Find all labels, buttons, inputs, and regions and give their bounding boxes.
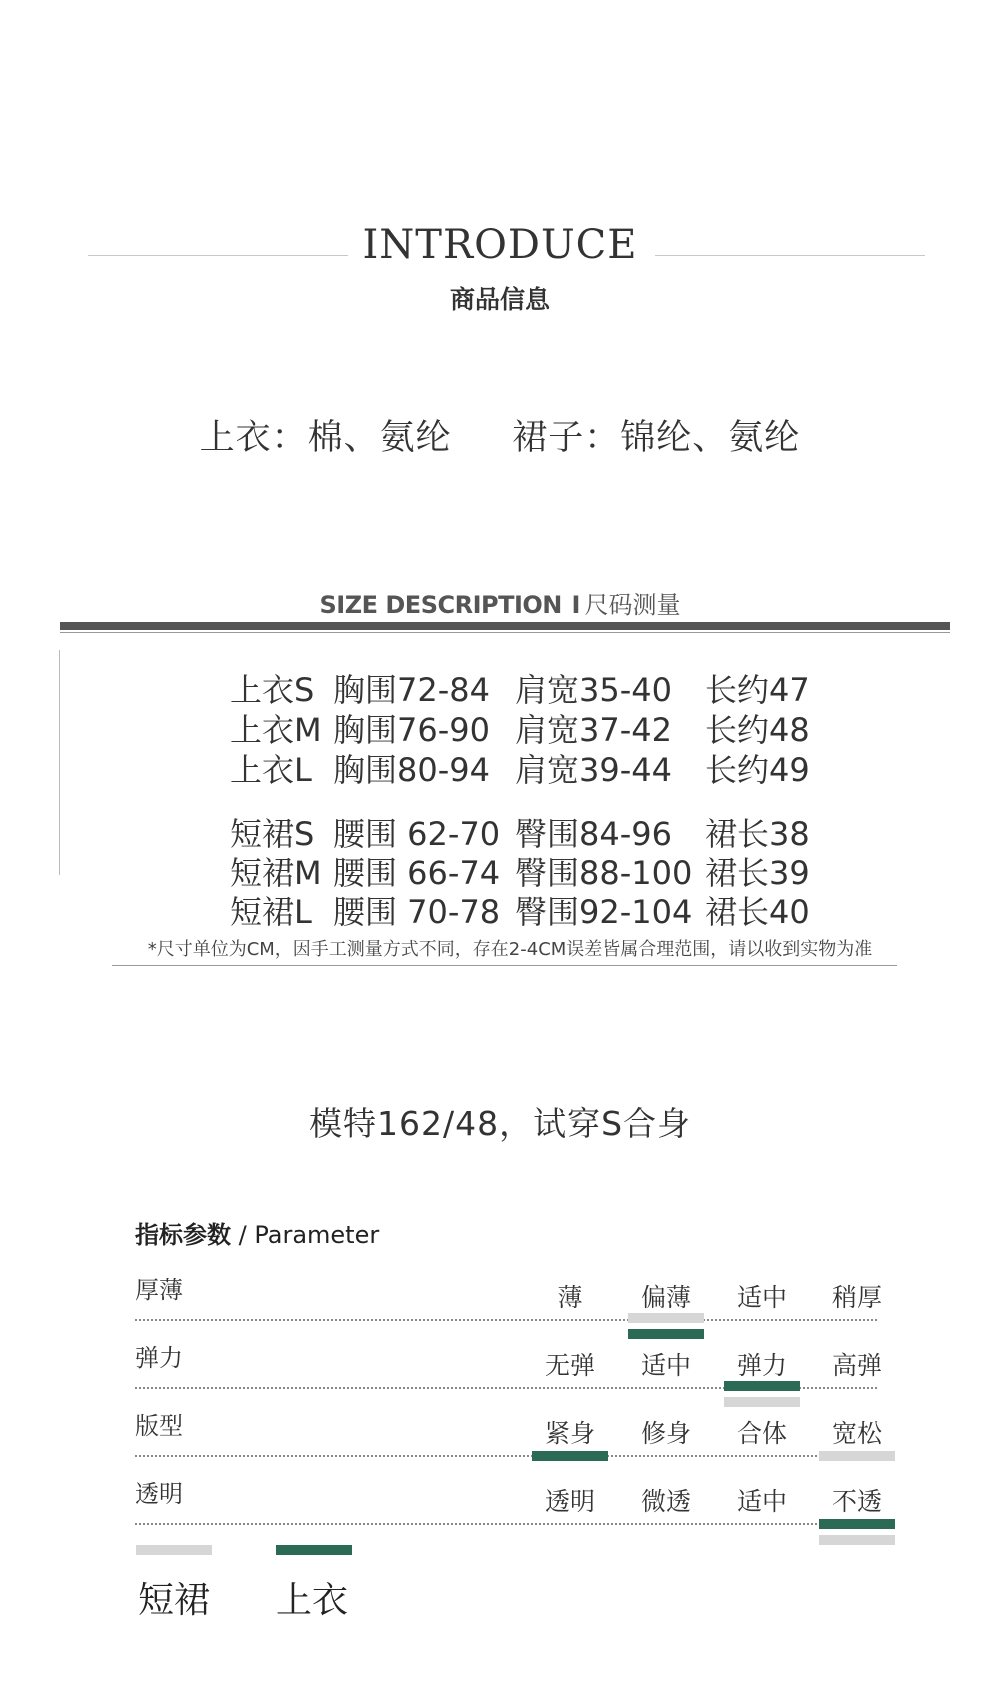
parameter-top-marker — [532, 1451, 608, 1461]
legend-skirt-label: 短裙 — [138, 1580, 211, 1621]
size-row-skirt — [0, 848, 1000, 892]
parameter-skirt-marker — [819, 1535, 895, 1545]
parameter-option: 弹力 — [736, 1351, 787, 1380]
size-cell: 胸围72-84 — [333, 671, 490, 709]
size-row-top — [0, 665, 1000, 709]
parameter-top-marker — [819, 1519, 895, 1529]
size-cell: 上衣M — [230, 711, 322, 749]
size-row-top — [0, 705, 1000, 749]
parameter-skirt-marker — [819, 1451, 895, 1461]
parameter-option: 紧身 — [544, 1419, 595, 1448]
parameter-title-en: / Parameter — [231, 1221, 380, 1249]
size-cell: 肩宽39-44 — [515, 751, 672, 789]
size-cell: 臀围88-100 — [515, 854, 693, 892]
size-cell: 臀围92-104 — [515, 893, 693, 931]
parameter-dotted-divider — [135, 1455, 877, 1457]
size-cell: 长约49 — [705, 751, 810, 789]
parameter-option: 偏薄 — [640, 1283, 691, 1312]
parameter-option: 无弹 — [544, 1351, 595, 1380]
size-note: *尺寸单位为CM，因手工测量方式不同，存在2-4CM误差皆属合理范围，请以收到实物为准 — [147, 939, 873, 960]
parameter-label: 透明 — [135, 1480, 183, 1508]
parameter-label: 版型 — [135, 1412, 183, 1440]
parameter-label: 弹力 — [135, 1344, 183, 1372]
size-cell: 腰围 66-74 — [333, 854, 501, 892]
parameter-top-marker — [628, 1329, 704, 1339]
legend-top-label: 上衣 — [276, 1580, 349, 1621]
parameter-option: 透明 — [544, 1487, 595, 1516]
parameter-option: 适中 — [736, 1283, 787, 1312]
parameter-skirt-marker — [628, 1313, 704, 1323]
size-cell: 长约48 — [705, 711, 810, 749]
parameter-title-cn: 指标参数 — [135, 1221, 231, 1249]
size-title-separator: I — [571, 591, 581, 619]
parameter-option: 合体 — [736, 1419, 787, 1448]
size-section-title — [0, 585, 1000, 620]
intro-subtitle: 商品信息 — [449, 285, 550, 314]
size-cell: 肩宽37-42 — [515, 711, 672, 749]
parameter-option: 不透 — [831, 1487, 882, 1516]
size-cell: 裙长38 — [705, 815, 810, 853]
parameter-option: 适中 — [640, 1351, 691, 1380]
size-cell: 胸围80-94 — [333, 751, 490, 789]
size-cell: 腰围 62-70 — [333, 815, 501, 853]
parameter-option: 修身 — [640, 1419, 691, 1448]
size-cell: 臀围84-96 — [515, 815, 672, 853]
size-cell: 上衣L — [230, 751, 312, 789]
size-cell: 长约47 — [705, 671, 810, 709]
material-info: 上衣：棉、氨纶 裙子：锦纶、氨纶 — [199, 418, 801, 458]
size-row-top — [0, 745, 1000, 789]
parameter-dotted-divider — [135, 1523, 877, 1525]
legend-top-swatch — [276, 1545, 352, 1555]
size-row-skirt — [0, 887, 1000, 931]
intro-title: INTRODUCE — [362, 222, 638, 268]
size-divider-bar — [60, 622, 950, 630]
size-divider-thin — [60, 632, 950, 633]
parameter-option: 宽松 — [831, 1419, 882, 1448]
parameter-option: 薄 — [557, 1283, 583, 1312]
size-cell: 裙长40 — [705, 893, 810, 931]
size-title-en: SIZE DESCRIPTION — [319, 591, 562, 619]
size-cell: 腰围 70-78 — [333, 893, 501, 931]
parameter-dotted-divider — [135, 1319, 877, 1321]
size-cell: 胸围76-90 — [333, 711, 490, 749]
model-info: 模特162/48，试穿S合身 — [308, 1104, 692, 1143]
parameter-label: 厚薄 — [135, 1276, 183, 1304]
parameter-title — [135, 1215, 379, 1250]
size-cell: 肩宽35-40 — [515, 671, 672, 709]
parameter-skirt-marker — [724, 1397, 800, 1407]
size-note-divider — [112, 965, 897, 966]
parameter-option: 微透 — [640, 1487, 691, 1516]
parameter-option: 高弹 — [831, 1351, 882, 1380]
size-cell: 短裙S — [230, 815, 315, 853]
legend-skirt-swatch — [136, 1545, 212, 1555]
size-title-cn: 尺码测量 — [584, 591, 681, 619]
size-row-skirt — [0, 809, 1000, 853]
size-cell: 短裙M — [230, 854, 322, 892]
parameter-option: 稍厚 — [831, 1283, 882, 1312]
parameter-top-marker — [724, 1381, 800, 1391]
size-cell: 短裙L — [230, 893, 312, 931]
parameter-option: 适中 — [736, 1487, 787, 1516]
size-cell: 裙长39 — [705, 854, 810, 892]
size-cell: 上衣S — [230, 671, 315, 709]
